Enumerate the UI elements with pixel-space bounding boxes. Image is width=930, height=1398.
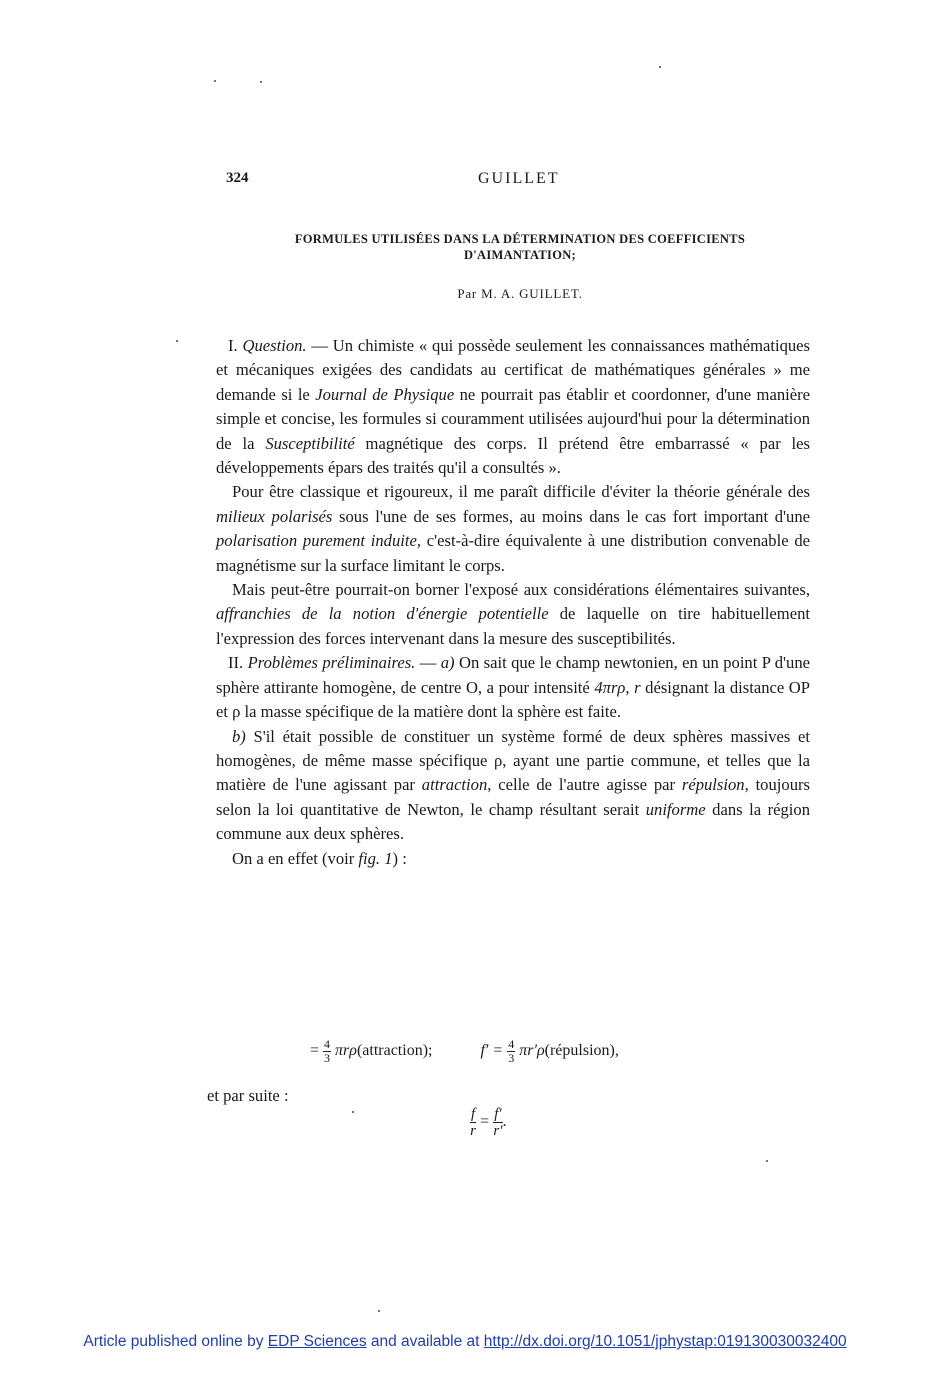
- italic-term: milieux polarisés: [216, 506, 333, 526]
- section-number: II.: [228, 653, 244, 673]
- scan-speck: [378, 1310, 380, 1312]
- running-head: GUILLET: [478, 170, 560, 187]
- fraction-denominator: 3: [508, 1051, 515, 1065]
- publication-footer: [0, 1333, 930, 1351]
- paragraph-theory: [216, 480, 810, 578]
- text-run: , c'est-à-dire équivalente à une distribution convenable de magnétisme sur la surface limitant le corps.: [216, 531, 810, 575]
- math-variable: r: [634, 677, 641, 697]
- text-run: S'il était possible de constituer un système formé de deux sphères massives et homogènes, de même masse spécifique ρ, ayant une partie commune, et telles que la matière de l'une agissant par: [216, 726, 810, 795]
- fraction-denominator: r′: [493, 1123, 503, 1139]
- text-run: ) :: [392, 848, 407, 868]
- italic-term: Susceptibilité: [265, 433, 355, 453]
- fraction-numerator: f′: [494, 1106, 502, 1122]
- paragraph-fig-ref: [216, 847, 810, 871]
- italic-term: attraction: [421, 775, 488, 795]
- text-run: On sait que le champ newtonien, en un point P d'une sphère attirante homogène, de centre O, a pour intensité: [216, 653, 810, 697]
- text-run: ne pourrait pas établir et coordonner, d'une manière simple et concise, les formules si couramment utilisées aujourd'hui pour la détermination de la: [216, 384, 810, 453]
- fraction-denominator: 3: [324, 1051, 331, 1065]
- text-run: de laquelle on tire habituellement l'expression des forces intervenant dans la mesure des susceptibilités.: [216, 604, 810, 648]
- et-par-suite: et par suite :: [207, 1086, 289, 1105]
- scan-speck: [659, 66, 661, 68]
- paragraph-two-spheres: [216, 725, 810, 847]
- footer-text: and available at: [366, 1333, 484, 1350]
- article-body: [216, 334, 810, 871]
- scan-speck: [176, 340, 178, 342]
- math-term: πr′ρ: [519, 1042, 545, 1060]
- fraction-numerator: 4: [508, 1037, 515, 1051]
- item-letter: a): [440, 653, 455, 673]
- article-title: FORMULES UTILISÉES DANS LA DÉTERMINATION DES COEFFICIENTS: [294, 232, 746, 246]
- text-run: Pour être classique et rigoureux, il me paraît difficile d'éviter la théorie générale des: [232, 482, 810, 502]
- footer-text: Article published online by: [83, 1333, 268, 1350]
- text-run: magnétique des corps. Il prétend être embarrassé « par les développements épars des traités qu'il a consultés ».: [216, 433, 810, 478]
- section-number: I.: [228, 336, 238, 355]
- italic-term: polarisation purement induite: [216, 531, 417, 551]
- fraction-four-thirds: [507, 1038, 515, 1065]
- italic-term: affranchies de la notion d'énergie potentielle: [216, 604, 549, 624]
- text-run: ,: [625, 677, 635, 697]
- fraction-numerator: 4: [324, 1037, 331, 1051]
- paragraph-question: [216, 334, 810, 480]
- text-run: —: [415, 653, 441, 673]
- paragraph-elementary: [216, 578, 810, 651]
- fraction-fprime-over-rprime: [493, 1106, 502, 1139]
- edp-sciences-link[interactable]: EDP Sciences: [267, 1333, 367, 1350]
- equation-note: (attraction);: [356, 1042, 433, 1060]
- page-number: 324: [226, 170, 249, 186]
- equals-sign: =: [480, 1113, 490, 1131]
- fraction-four-thirds: [323, 1038, 331, 1065]
- figure-reference: fig. 1: [358, 848, 393, 868]
- text-run: , toujours selon la loi quantitative de Newton, le champ résultant serait: [216, 775, 810, 819]
- paragraph-preliminary: [216, 651, 810, 724]
- scan-speck: [260, 81, 262, 83]
- fraction-numerator: f: [471, 1106, 476, 1122]
- article-title-continued: D'AIMANTATION;: [463, 248, 577, 262]
- scan-speck: [214, 80, 216, 82]
- section-label: Problèmes préliminaires.: [247, 653, 416, 673]
- text-run: désignant la distance OP et ρ la masse spécifique de la matière dont la sphère est faite.: [216, 677, 811, 722]
- text-run: Mais peut-être pourrait-on borner l'exposé aux considérations élémentaires suivantes,: [232, 580, 810, 600]
- italic-term: uniforme: [645, 799, 706, 819]
- italic-term: répulsion: [681, 775, 745, 795]
- fraction-denominator: r: [470, 1123, 476, 1139]
- equation-ratio: [470, 1106, 507, 1139]
- fraction-f-over-r: [470, 1106, 476, 1139]
- text-run: On a en effet (voir: [232, 848, 359, 868]
- period: .: [502, 1113, 507, 1131]
- text-run: dans la région commune aux deux sphères.: [216, 799, 810, 844]
- equation-note: (répulsion),: [544, 1042, 619, 1060]
- author-line: Par M. A. GUILLET.: [457, 286, 583, 301]
- item-letter: b): [232, 726, 246, 746]
- math-term: f′ =: [480, 1042, 504, 1060]
- text-run: , celle de l'autre agisse par: [487, 775, 682, 795]
- equals-sign: =: [310, 1042, 320, 1060]
- math-expression: 4πrρ: [594, 677, 626, 697]
- equation-forces: [310, 1038, 619, 1065]
- section-label: Question.: [242, 336, 307, 355]
- journal-name: Journal de Physique: [315, 384, 455, 404]
- scan-speck: [766, 1160, 768, 1162]
- text-run: — Un chimiste « qui possède seulement les connaissances mathématiques et mécaniques exigées des candidats au certificat de mathématiques générales » me demande si le: [216, 336, 810, 404]
- doi-link[interactable]: http://dx.doi.org/10.1051/jphystap:019130030032400: [483, 1333, 847, 1350]
- scan-speck: [352, 1111, 354, 1113]
- math-term: πrρ: [335, 1042, 357, 1060]
- text-run: sous l'une de ses formes, au moins dans le cas fort important d'une: [332, 506, 810, 526]
